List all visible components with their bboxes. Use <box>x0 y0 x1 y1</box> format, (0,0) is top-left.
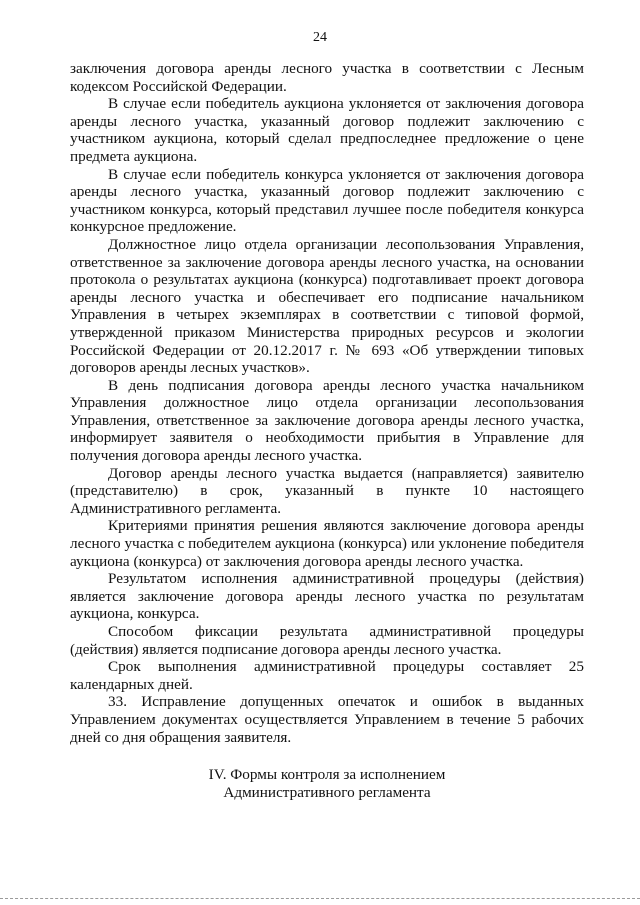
section-heading <box>70 766 584 801</box>
paragraph-official-prepares-contract: Должностное лицо отдела организации лесопользования Управления, ответственное за заключение договора аренды лесного участка, на основании протокола о результатах аукциона (конкурса) подготавливает проект договора аренды лесного участка и обеспечивает его подписание начальником Управления в четырех экземплярах в соответствии с типовой формой, утвержденной приказом Министерства природных ресурсов и экологии Российской Федерации от 20.12.2017 г. № 693 «Об утверждении типовых договоров аренды лесных участков». <box>70 235 584 377</box>
paragraph-signing-day-notice: В день подписания договора аренды лесного участка начальником Управления должностное лицо отдела организации лесопользования Управления, ответственное за заключение договора аренды лесного участка, информирует заявителя о необходимости прибытия в Управление для получения договора аренды лесного участка. <box>70 376 584 465</box>
paragraph-contract-issuance: Договор аренды лесного участка выдается (направляется) заявителю (представителю) в срок, указанный в пункте 10 настоящего Административного регламента. <box>70 464 584 517</box>
paragraph-contest-winner-evasion: В случае если победитель конкурса уклоняется от заключения договора аренды лесного участка, указанный договор подлежит заключению с участником конкурса, который представил лучшее после победителя конкурса конкурсное предложение. <box>70 165 584 236</box>
paragraph-result-fixation: Способом фиксации результата административной процедуры (действия) является подписание договора аренды лесного участка. <box>70 623 584 658</box>
paragraph-procedure-result: Результатом исполнения административной процедуры (действия) является заключение договора аренды лесного участка по результатам аукциона, конкурса. <box>70 570 584 623</box>
paragraph-auction-winner-evasion: В случае если победитель аукциона уклоняется от заключения договора аренды лесного участка, указанный договор подлежит заключению с участником аукциона, который сделал предпоследнее предложение о цене предмета аукциона. <box>70 95 584 165</box>
section-heading-line-2: Административного регламента <box>223 783 431 801</box>
page-number: 24 <box>313 30 327 45</box>
paragraph-procedure-term: Срок выполнения административной процедуры составляет 25 календарных дней. <box>70 658 584 693</box>
paragraph-decision-criteria: Критериями принятия решения являются заключение договора аренды лесного участка с победителем аукциона (конкурса) или уклонение победителя аукциона (конкурса) от заключения договора аренды лесного участка. <box>70 517 584 570</box>
paragraph-clause-33: 33. Исправление допущенных опечаток и ошибок в выданных Управлением документах осуществляется Управлением в течение 5 рабочих дней со дня обращения заявителя. <box>70 693 584 746</box>
scan-edge-line <box>0 898 640 899</box>
paragraph-continuation: заключения договора аренды лесного участка в соответствии с Лесным кодексом Российской Федерации. <box>70 60 584 95</box>
document-body <box>70 60 584 801</box>
section-heading-line-1: IV. Формы контроля за исполнением <box>208 766 446 784</box>
